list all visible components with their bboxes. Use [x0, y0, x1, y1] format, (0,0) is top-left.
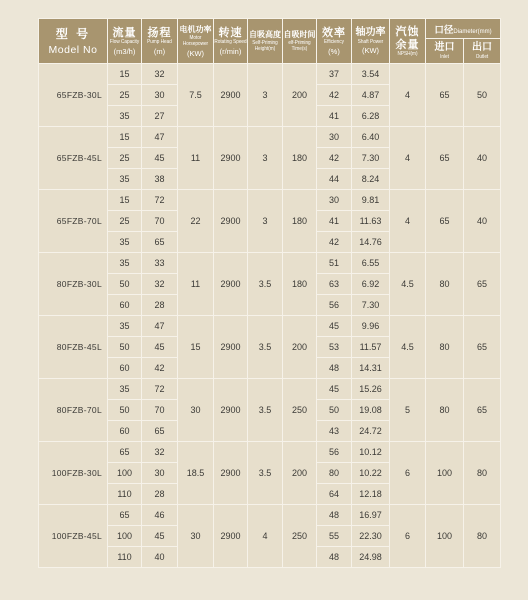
cell-efficiency: 30 — [317, 127, 352, 148]
cell-time: 200 — [283, 442, 317, 505]
table-row — [39, 64, 501, 85]
cell-head: 46 — [142, 505, 178, 526]
cell-efficiency: 30 — [317, 190, 352, 211]
model-header-en: Model No — [48, 43, 98, 56]
cell-efficiency: 48 — [317, 547, 352, 568]
cell-outlet: 40 — [464, 190, 501, 253]
motor-header-en2: Horsepower — [182, 41, 209, 47]
cell-flow: 50 — [108, 400, 142, 421]
cell-flow: 60 — [108, 358, 142, 379]
cell-time: 200 — [283, 64, 317, 127]
cell-efficiency: 42 — [317, 232, 352, 253]
shaft-header-en: Shaft Power — [357, 38, 384, 45]
cell-shaft: 9.96 — [352, 316, 390, 337]
cell-inlet: 100 — [426, 505, 464, 568]
cell-flow: 110 — [108, 484, 142, 505]
cell-speed: 2900 — [214, 316, 248, 379]
inlet-header-zh: 进口 — [434, 41, 455, 53]
cell-flow: 60 — [108, 421, 142, 442]
shaft-header — [352, 19, 390, 64]
cell-head: 33 — [142, 253, 178, 274]
cell-flow: 25 — [108, 85, 142, 106]
cell-head: 47 — [142, 316, 178, 337]
time-header — [283, 19, 317, 64]
cell-efficiency: 51 — [317, 253, 352, 274]
cell-flow: 35 — [108, 379, 142, 400]
model-header — [39, 19, 108, 64]
cell-head: 72 — [142, 190, 178, 211]
cell-time: 250 — [283, 505, 317, 568]
time-header-en1: elf-Priming — [288, 39, 311, 46]
cell-flow: 25 — [108, 211, 142, 232]
cell-shaft: 9.81 — [352, 190, 390, 211]
cell-head: 47 — [142, 127, 178, 148]
cell-speed: 2900 — [214, 442, 248, 505]
cell-outlet: 40 — [464, 127, 501, 190]
cell-motor: 7.5 — [178, 64, 214, 127]
cell-shaft: 12.18 — [352, 484, 390, 505]
cell-efficiency: 41 — [317, 106, 352, 127]
cell-shaft: 11.63 — [352, 211, 390, 232]
cell-npsh: 4.5 — [390, 316, 426, 379]
time-header-en2: Time(s) — [291, 46, 308, 52]
motor-header-unit: (KW) — [186, 48, 205, 58]
cell-shaft: 14.31 — [352, 358, 390, 379]
cell-efficiency: 63 — [317, 274, 352, 295]
inlet-header-en: Inlet — [440, 53, 449, 60]
cell-outlet: 50 — [464, 64, 501, 127]
outlet-header-zh: 出口 — [472, 41, 492, 53]
efficiency-header-unit: (%) — [328, 46, 340, 56]
cell-shaft: 15.26 — [352, 379, 390, 400]
cell-shaft: 6.28 — [352, 106, 390, 127]
cell-shaft: 10.12 — [352, 442, 390, 463]
cell-inlet: 65 — [426, 64, 464, 127]
shaft-header-unit: (KW) — [361, 46, 380, 56]
cell-flow: 50 — [108, 337, 142, 358]
cell-time: 180 — [283, 190, 317, 253]
cell-shaft: 16.97 — [352, 505, 390, 526]
cell-efficiency: 42 — [317, 148, 352, 169]
cell-flow: 60 — [108, 295, 142, 316]
cell-efficiency: 48 — [317, 505, 352, 526]
cell-outlet: 65 — [464, 379, 501, 442]
cell-motor: 15 — [178, 316, 214, 379]
cell-efficiency: 48 — [317, 358, 352, 379]
table-body — [39, 64, 501, 568]
cell-head: 40 — [142, 547, 178, 568]
height-header-zh: 自吸高度 — [249, 29, 281, 39]
table-row — [39, 379, 501, 400]
cell-model: 100FZB-45L — [39, 505, 108, 568]
time-header-zh: 自吸时间 — [283, 29, 316, 39]
height-header-en1: Self-Priming — [252, 39, 278, 46]
cell-efficiency: 41 — [317, 211, 352, 232]
diameter-header-en: Diameter(mm) — [453, 28, 492, 35]
cell-shaft: 22.30 — [352, 526, 390, 547]
speed-header — [214, 19, 248, 64]
speed-header-en: Rotating Speed — [214, 39, 247, 46]
speed-header-zh: 转速 — [218, 26, 243, 40]
cell-height: 3 — [248, 190, 283, 253]
cell-flow: 25 — [108, 148, 142, 169]
cell-head: 28 — [142, 484, 178, 505]
cell-npsh: 5 — [390, 379, 426, 442]
cell-efficiency: 53 — [317, 337, 352, 358]
cell-time: 180 — [283, 253, 317, 316]
cell-speed: 2900 — [214, 190, 248, 253]
model-header-zh: 型 号 — [55, 26, 91, 41]
cell-model: 65FZB-45L — [39, 127, 108, 190]
cell-head: 38 — [142, 169, 178, 190]
cell-flow: 100 — [108, 463, 142, 484]
cell-head: 65 — [142, 421, 178, 442]
cell-shaft: 8.24 — [352, 169, 390, 190]
cell-height: 3 — [248, 127, 283, 190]
cell-flow: 15 — [108, 190, 142, 211]
cell-flow: 35 — [108, 106, 142, 127]
outlet-header-en: Outlet — [475, 53, 489, 60]
cell-motor: 22 — [178, 190, 214, 253]
cell-flow: 35 — [108, 316, 142, 337]
cell-head: 65 — [142, 232, 178, 253]
cell-head: 32 — [142, 64, 178, 85]
cell-model: 80FZB-45L — [39, 316, 108, 379]
cell-time: 250 — [283, 379, 317, 442]
cell-inlet: 100 — [426, 442, 464, 505]
cell-speed: 2900 — [214, 505, 248, 568]
speed-header-unit: (r/min) — [219, 46, 242, 56]
cell-efficiency: 64 — [317, 484, 352, 505]
cell-head: 32 — [142, 442, 178, 463]
cell-shaft: 6.40 — [352, 127, 390, 148]
cell-inlet: 80 — [426, 253, 464, 316]
table-header — [39, 19, 501, 64]
cell-motor: 30 — [178, 505, 214, 568]
efficiency-header-zh: 效率 — [322, 26, 346, 40]
cell-model: 80FZB-70L — [39, 379, 108, 442]
table-row — [39, 442, 501, 463]
diameter-header-label — [426, 22, 500, 36]
cell-height: 3.5 — [248, 316, 283, 379]
cell-flow: 65 — [108, 442, 142, 463]
cell-time: 200 — [283, 316, 317, 379]
cell-flow: 110 — [108, 547, 142, 568]
cell-shaft: 4.87 — [352, 85, 390, 106]
cell-speed: 2900 — [214, 379, 248, 442]
cell-motor: 18.5 — [178, 442, 214, 505]
table-row — [39, 253, 501, 274]
cell-speed: 2900 — [214, 64, 248, 127]
cell-head: 28 — [142, 295, 178, 316]
efficiency-header — [317, 19, 352, 64]
flow-header-zh: 流量 — [112, 26, 137, 40]
flow-header — [108, 19, 142, 64]
header-row — [39, 19, 501, 39]
cell-flow: 35 — [108, 169, 142, 190]
cell-shaft: 14.76 — [352, 232, 390, 253]
height-header — [248, 19, 283, 64]
cell-flow: 65 — [108, 505, 142, 526]
cell-head: 27 — [142, 106, 178, 127]
cell-shaft: 24.72 — [352, 421, 390, 442]
cell-head: 30 — [142, 85, 178, 106]
cell-head: 30 — [142, 463, 178, 484]
pump-spec-table — [38, 18, 501, 568]
cell-shaft: 7.30 — [352, 148, 390, 169]
height-header-en2: Height(m) — [254, 46, 276, 52]
outlet-header — [464, 39, 501, 64]
cell-motor: 30 — [178, 379, 214, 442]
cell-flow: 15 — [108, 64, 142, 85]
cell-flow: 15 — [108, 127, 142, 148]
cell-shaft: 24.98 — [352, 547, 390, 568]
table-row — [39, 190, 501, 211]
cell-head: 42 — [142, 358, 178, 379]
cell-outlet: 65 — [464, 316, 501, 379]
cell-shaft: 19.08 — [352, 400, 390, 421]
cell-efficiency: 45 — [317, 316, 352, 337]
cell-efficiency: 56 — [317, 295, 352, 316]
cell-npsh: 4 — [390, 64, 426, 127]
cell-motor: 11 — [178, 253, 214, 316]
cell-model: 80FZB-30L — [39, 253, 108, 316]
npsh-header-zh2: 余量 — [395, 37, 420, 51]
cell-npsh: 4.5 — [390, 253, 426, 316]
cell-outlet: 80 — [464, 505, 501, 568]
cell-efficiency: 56 — [317, 442, 352, 463]
cell-height: 3.5 — [248, 253, 283, 316]
cell-height: 3.5 — [248, 379, 283, 442]
cell-npsh: 4 — [390, 127, 426, 190]
cell-head: 45 — [142, 337, 178, 358]
cell-height: 3 — [248, 64, 283, 127]
flow-header-unit: (m3/h) — [113, 46, 136, 56]
cell-motor: 11 — [178, 127, 214, 190]
shaft-header-zh: 轴功率 — [355, 26, 386, 38]
cell-efficiency: 55 — [317, 526, 352, 547]
cell-efficiency: 45 — [317, 379, 352, 400]
head-header-unit: (m) — [153, 46, 166, 56]
motor-header-zh: 电机功率 — [179, 24, 212, 34]
cell-efficiency: 80 — [317, 463, 352, 484]
cell-efficiency: 42 — [317, 85, 352, 106]
motor-header — [178, 19, 214, 64]
head-header — [142, 19, 178, 64]
table-row — [39, 505, 501, 526]
cell-shaft: 10.22 — [352, 463, 390, 484]
diameter-header-zh: 口径 — [434, 24, 454, 36]
cell-npsh: 6 — [390, 442, 426, 505]
table-row — [39, 127, 501, 148]
cell-shaft: 6.55 — [352, 253, 390, 274]
cell-flow: 100 — [108, 526, 142, 547]
cell-efficiency: 43 — [317, 421, 352, 442]
motor-header-en1: Motor — [189, 34, 202, 41]
cell-head: 32 — [142, 274, 178, 295]
cell-shaft: 7.30 — [352, 295, 390, 316]
cell-speed: 2900 — [214, 127, 248, 190]
cell-inlet: 65 — [426, 127, 464, 190]
table-row — [39, 316, 501, 337]
npsh-header — [390, 19, 426, 64]
cell-model: 65FZB-30L — [39, 64, 108, 127]
cell-inlet: 80 — [426, 379, 464, 442]
cell-head: 45 — [142, 526, 178, 547]
inlet-header — [426, 39, 464, 64]
npsh-header-zh1: 汽蚀 — [395, 24, 420, 38]
cell-head: 70 — [142, 211, 178, 232]
cell-flow: 35 — [108, 253, 142, 274]
cell-shaft: 3.54 — [352, 64, 390, 85]
cell-head: 45 — [142, 148, 178, 169]
cell-shaft: 11.57 — [352, 337, 390, 358]
cell-model: 65FZB-70L — [39, 190, 108, 253]
cell-model: 100FZB-30L — [39, 442, 108, 505]
cell-head: 70 — [142, 400, 178, 421]
cell-flow: 50 — [108, 274, 142, 295]
cell-speed: 2900 — [214, 253, 248, 316]
head-header-en: Pump Head — [147, 39, 172, 46]
cell-outlet: 80 — [464, 442, 501, 505]
cell-inlet: 80 — [426, 316, 464, 379]
cell-npsh: 4 — [390, 190, 426, 253]
cell-inlet: 65 — [426, 190, 464, 253]
cell-height: 3.5 — [248, 442, 283, 505]
diameter-header — [426, 19, 501, 39]
cell-head: 72 — [142, 379, 178, 400]
cell-time: 180 — [283, 127, 317, 190]
npsh-header-en: NPSH(m) — [397, 50, 418, 57]
cell-efficiency: 37 — [317, 64, 352, 85]
cell-flow: 35 — [108, 232, 142, 253]
cell-shaft: 6.92 — [352, 274, 390, 295]
flow-header-en: Flow Capacity — [109, 39, 140, 46]
cell-efficiency: 44 — [317, 169, 352, 190]
head-header-zh: 扬程 — [147, 26, 172, 40]
cell-outlet: 65 — [464, 253, 501, 316]
cell-height: 4 — [248, 505, 283, 568]
cell-npsh: 6 — [390, 505, 426, 568]
cell-efficiency: 50 — [317, 400, 352, 421]
efficiency-header-en: Efficiency — [324, 39, 344, 46]
